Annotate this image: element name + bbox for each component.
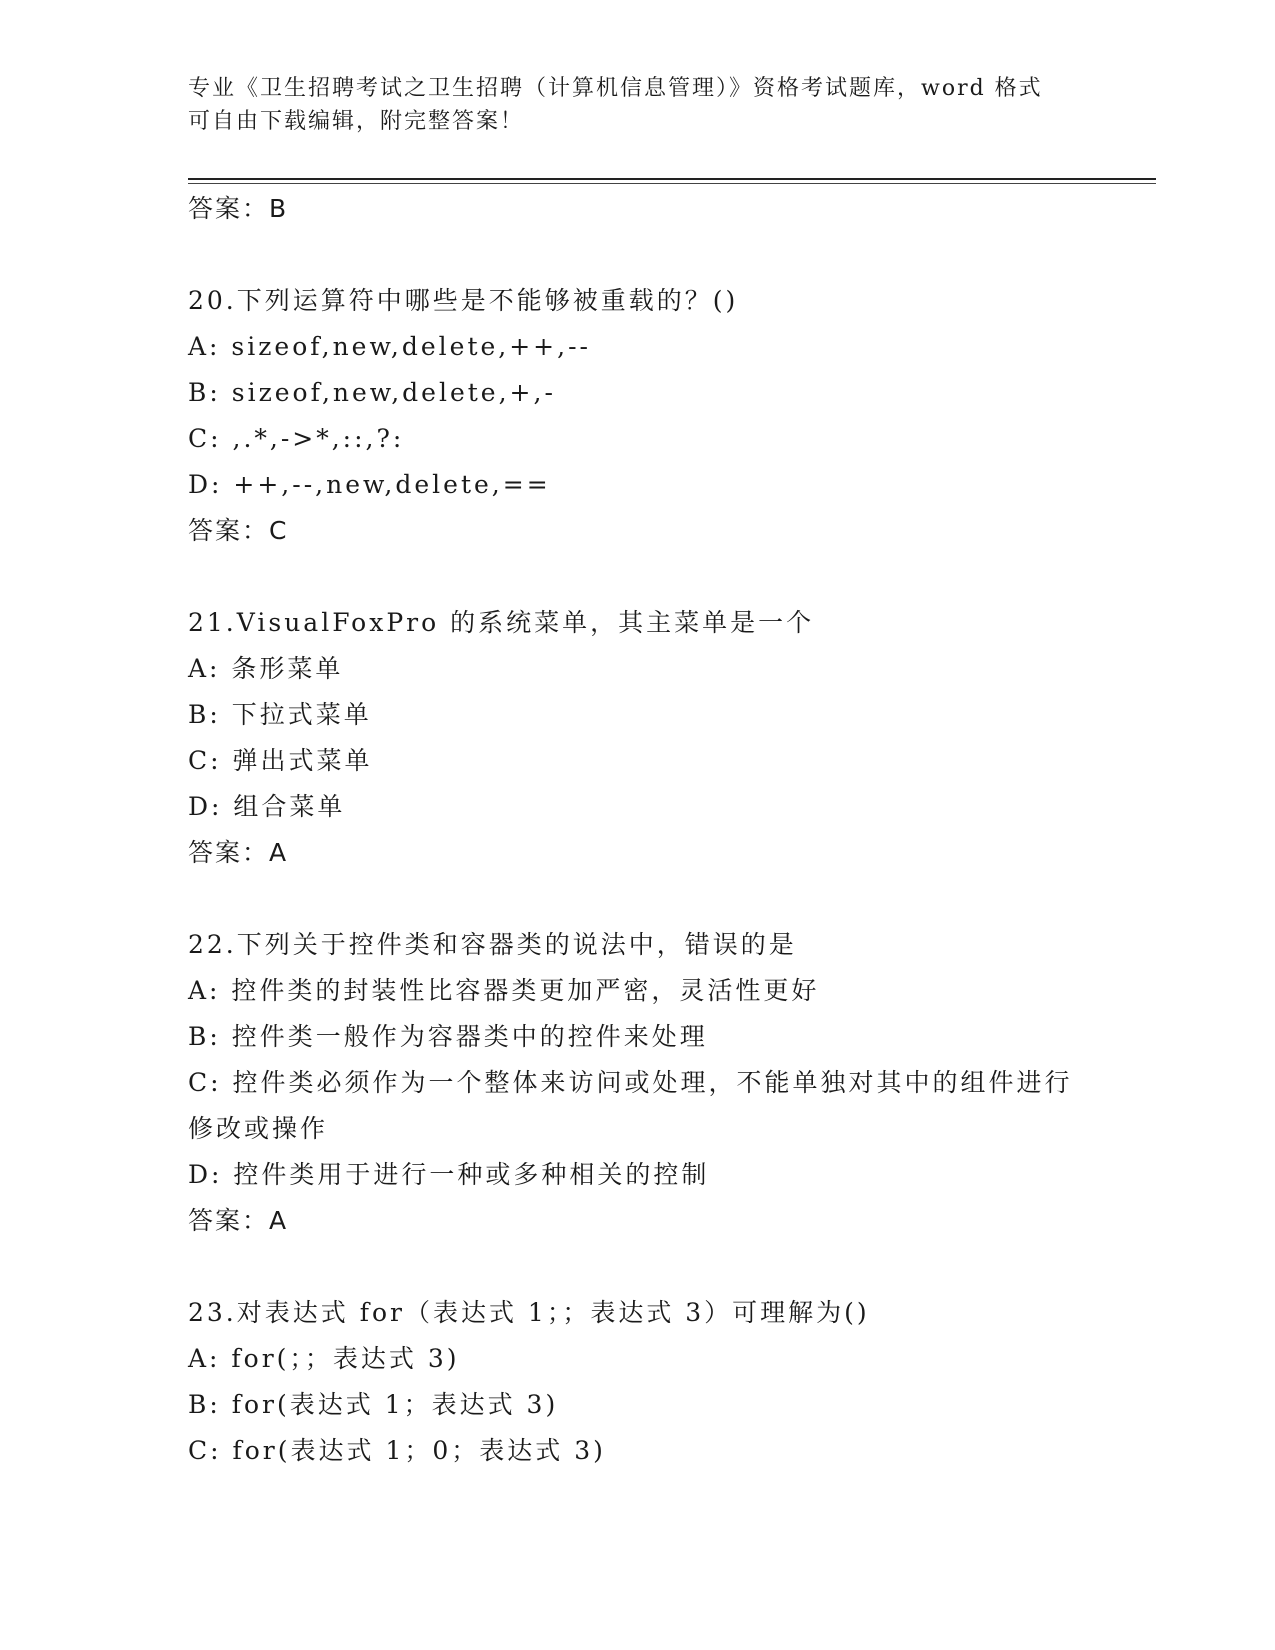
question-22 [188,922,1088,1244]
answer: 答案：A [188,1206,289,1235]
question-23 [188,1290,1088,1474]
option-c: C: for(表达式 1；0；表达式 3) [188,1436,606,1465]
option-b: B: 控件类一般作为容器类中的控件来处理 [188,1022,708,1051]
question-21 [188,600,1088,876]
question-stem: 23.对表达式 for（表达式 1；；表达式 3）可理解为() [188,1298,870,1327]
option-c: C: 弹出式菜单 [188,746,373,775]
question-stem: 21.VisualFoxPro 的系统菜单，其主菜单是一个 [188,608,815,637]
question-stem: 20.下列运算符中哪些是不能够被重载的？() [188,286,739,315]
option-a: A: for(；；表达式 3) [188,1344,460,1373]
spacer [188,1244,1088,1290]
header-divider-thin [188,183,1156,184]
previous-answer: 答案：B [188,194,289,223]
answer: 答案：A [188,838,289,867]
option-a: A: 控件类的封装性比容器类更加严密，灵活性更好 [188,976,820,1005]
spacer [188,232,1088,278]
option-c: C: 控件类必须作为一个整体来访问或处理，不能单独对其中的组件进行修改或操作 [188,1068,1073,1143]
header-divider-thick [188,178,1156,180]
option-b: B: for(表达式 1；表达式 3) [188,1390,559,1419]
option-d: D: 控件类用于进行一种或多种相关的控制 [188,1160,710,1189]
option-d: D: 组合菜单 [188,792,346,821]
spacer [188,554,1088,600]
question-stem: 22.下列关于控件类和容器类的说法中，错误的是 [188,930,797,959]
option-b: B: 下拉式菜单 [188,700,372,729]
header-line-2: 可自由下载编辑，附完整答案！ [188,109,525,134]
option-a: A: 条形菜单 [188,654,344,683]
option-c: C: ,.*,->*,::,?: [188,424,405,453]
answer: 答案：C [188,516,289,545]
option-a: A: sizeof,new,delete,++,-- [188,332,591,361]
header-line-1: 专业《卫生招聘考试之卫生招聘（计算机信息管理）》资格考试题库，word 格式 [188,76,1043,101]
question-20 [188,278,1088,554]
option-d: D: ++,--,new,delete,== [188,470,551,499]
document-header [188,72,1088,138]
spacer [188,876,1088,922]
question-list [188,186,1088,1474]
option-b: B: sizeof,new,delete,+,- [188,378,556,407]
